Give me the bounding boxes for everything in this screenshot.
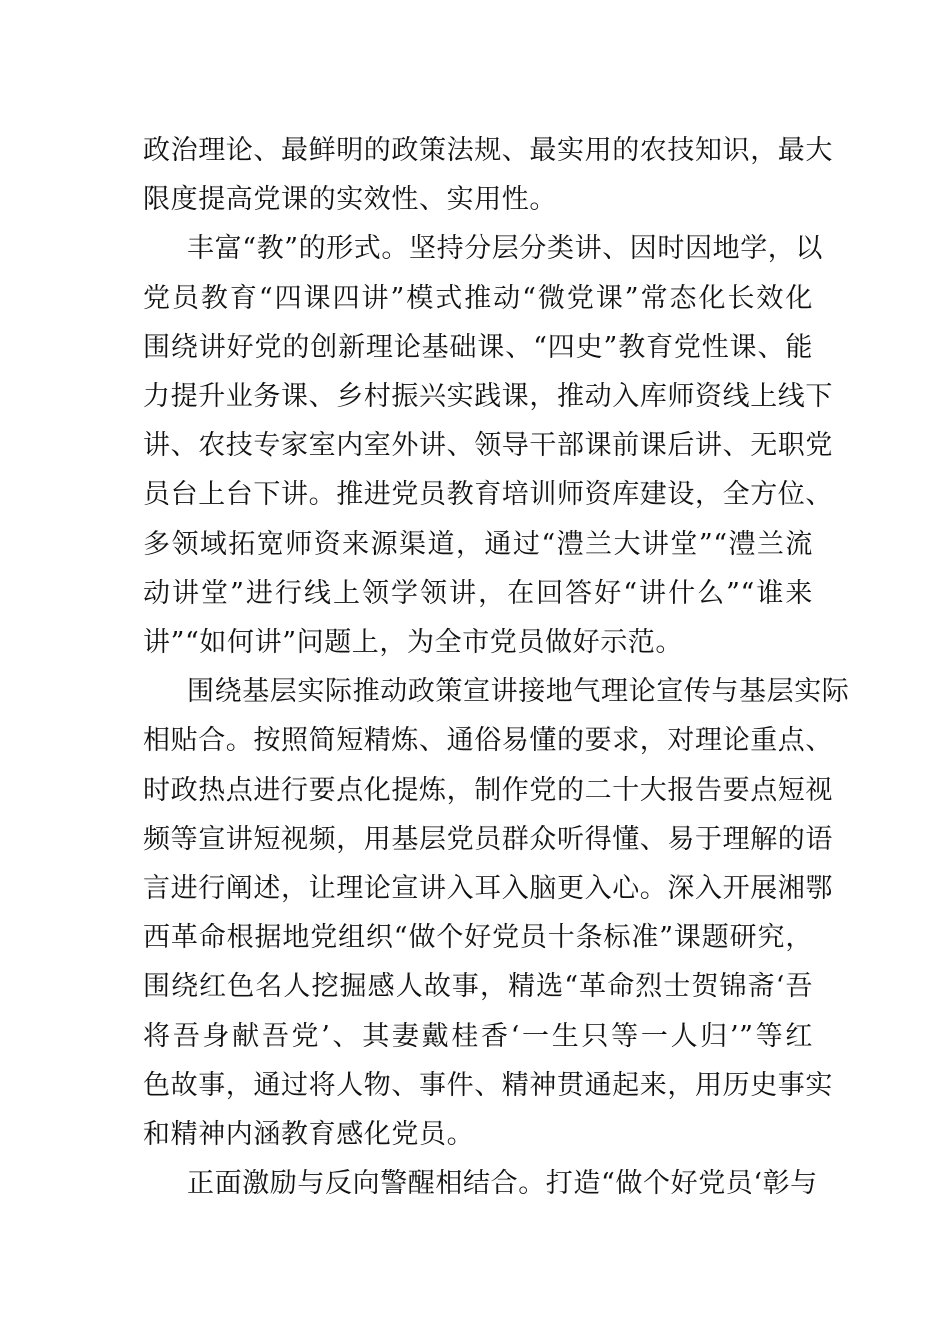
- text-line: 讲、农技专家室内室外讲、领导干部课前课后讲、无职党: [143, 430, 833, 462]
- paragraph-1: [143, 126, 833, 224]
- paragraph-4: [143, 1159, 818, 1208]
- text-line: 和精神内涵教育感化党员。: [143, 1119, 475, 1151]
- paragraph-2: [143, 224, 833, 667]
- text-line: 频等宣讲短视频，用基层党员群众听得懂、易于理解的语: [143, 823, 833, 855]
- text-line: 党员教育“四课四讲”模式推动“微党课”常态化长效化: [143, 282, 813, 314]
- paragraph-3: [143, 667, 850, 1159]
- text-line: 围绕基层实际推动政策宣讲接地气理论宣传与基层实际: [187, 676, 850, 708]
- text-line: 员台上台下讲。推进党员教育培训师资库建设，全方位、: [143, 479, 833, 511]
- text-line: 限度提高党课的实效性、实用性。: [143, 184, 557, 216]
- text-line: 政治理论、最鲜明的政策法规、最实用的农技知识，最大: [143, 135, 833, 166]
- text-line: 正面激励与反向警醒相结合。打造“做个好党员‘彰与: [187, 1168, 818, 1200]
- text-line: 围绕红色名人挖掘感人故事，精选“革命烈士贺锦斋‘吾: [143, 971, 813, 1003]
- text-line: 言进行阐述，让理论宣讲入耳入脑更入心。深入开展湘鄂: [143, 873, 833, 905]
- text-line: 色故事，通过将人物、事件、精神贯通起来，用历史事实: [143, 1069, 833, 1101]
- text-line: 相贴合。按照简短精炼、通俗易懂的要求，对理论重点、: [143, 725, 833, 757]
- body-text: [143, 126, 850, 1208]
- text-line: 西革命根据地党组织“做个好党员十条标准”课题研究，: [143, 922, 813, 954]
- text-line: 围绕讲好党的创新理论基础课、“四史”教育党性课、能: [143, 331, 813, 363]
- text-line: 丰富“教”的形式。坚持分层分类讲、因时因地学，以: [187, 233, 824, 265]
- text-line: 力提升业务课、乡村振兴实践课，推动入库师资线上线下: [143, 381, 833, 413]
- text-line: 将吾身献吾党’、其妻戴桂香‘一生只等一人归’”等红: [143, 1020, 813, 1052]
- text-line: 时政热点进行要点化提炼，制作党的二十大报告要点短视: [143, 774, 833, 806]
- text-line: 多领域拓宽师资来源渠道，通过“澧兰大讲堂”“澧兰流: [143, 528, 813, 560]
- text-line: 讲”“如何讲”问题上，为全市党员做好示范。: [143, 627, 684, 659]
- text-line: 动讲堂”进行线上领学领讲，在回答好“讲什么”“谁来: [143, 577, 813, 609]
